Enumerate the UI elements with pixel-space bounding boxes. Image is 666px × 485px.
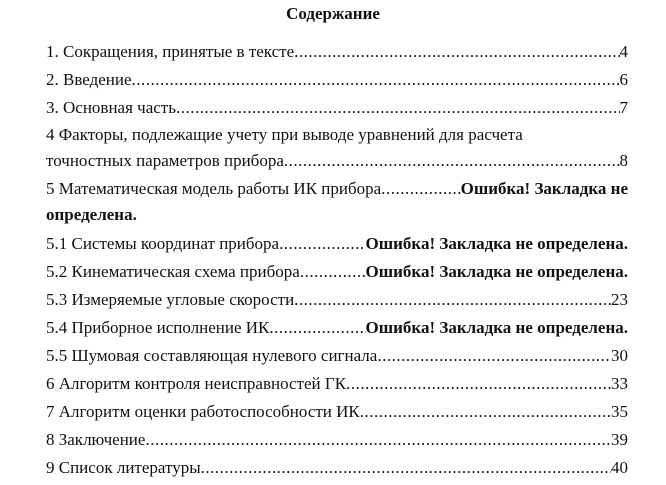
toc-entry[interactable] <box>46 342 628 370</box>
toc-page-number: 39 <box>611 430 628 449</box>
toc-entry-text: 5 Математическая модель работы ИК прибора <box>46 179 382 198</box>
toc-leader <box>360 398 611 426</box>
toc-bookmark-error: Ошибка! Закладка не <box>460 179 628 198</box>
toc-list <box>46 38 628 482</box>
toc-entry-text: 5.4 Приборное исполнение ИК <box>46 318 270 337</box>
toc-page-number: 35 <box>611 402 628 421</box>
toc-entry-text: 8 Заключение <box>46 430 146 449</box>
toc-entry[interactable] <box>46 66 628 94</box>
toc-bookmark-error-continued: определена. <box>46 205 137 224</box>
toc-title: Содержание <box>286 4 380 23</box>
toc-leader <box>145 426 611 454</box>
toc-entry[interactable] <box>46 230 628 258</box>
toc-entry[interactable] <box>46 286 628 314</box>
toc-entry[interactable] <box>46 426 628 454</box>
toc-page-number: 4 <box>619 42 628 61</box>
toc-entry[interactable] <box>46 176 628 230</box>
toc-entry-text: 9 Список литературы <box>46 458 201 477</box>
toc-bookmark-error: Ошибка! Закладка не определена. <box>365 262 628 281</box>
toc-entry-text: 2. Введение <box>46 70 132 89</box>
toc-entry-text: 5.5 Шумовая составляющая нулевого сигнала <box>46 346 378 365</box>
toc-leader <box>201 454 611 482</box>
toc-bookmark-error: Ошибка! Закладка не определена. <box>365 234 628 253</box>
toc-entry-text: 5.3 Измеряемые угловые скорости <box>46 290 295 309</box>
toc-entry-text-continued: точностных параметров прибора <box>46 151 284 170</box>
toc-entry-text: 3. Основная часть <box>46 98 176 117</box>
toc-leader <box>269 314 365 342</box>
toc-leader <box>176 94 620 122</box>
toc-entry-text: 1. Сокращения, принятые в тексте <box>46 42 295 61</box>
toc-page-number: 33 <box>611 374 628 393</box>
toc-entry[interactable] <box>46 122 628 176</box>
toc-entry[interactable] <box>46 398 628 426</box>
toc-entry-text: 6 Алгоритм контроля неисправностей ГК <box>46 374 347 393</box>
toc-leader <box>346 370 611 398</box>
toc-leader <box>300 258 366 286</box>
toc-leader <box>377 342 611 370</box>
toc-entry-text: 5.2 Кинематическая схема прибора <box>46 262 300 281</box>
toc-entry-text: 5.1 Системы координат прибора <box>46 234 280 253</box>
toc-entry[interactable] <box>46 370 628 398</box>
toc-page-number: 6 <box>619 70 628 89</box>
toc-page-number: 30 <box>611 346 628 365</box>
toc-leader <box>294 286 611 314</box>
toc-page-number: 40 <box>611 458 628 477</box>
toc-entry[interactable] <box>46 454 628 482</box>
toc-entry[interactable] <box>46 94 628 122</box>
toc-leader <box>279 230 365 258</box>
toc-entry-text: 7 Алгоритм оценки работоспособности ИК <box>46 402 360 421</box>
toc-leader <box>294 38 619 66</box>
toc-leader <box>284 148 620 174</box>
toc-entry[interactable] <box>46 38 628 66</box>
toc-page-number: 23 <box>611 290 628 309</box>
toc-leader <box>132 66 620 94</box>
toc-bookmark-error: Ошибка! Закладка не определена. <box>365 318 628 337</box>
toc-page-number: 7 <box>619 98 628 117</box>
toc-entry[interactable] <box>46 314 628 342</box>
toc-entry[interactable] <box>46 258 628 286</box>
toc-leader <box>381 176 460 202</box>
toc-entry-text: 4 Факторы, подлежащие учету при выводе уравнений для расчета <box>46 125 523 144</box>
toc-page-number: 8 <box>619 151 628 170</box>
